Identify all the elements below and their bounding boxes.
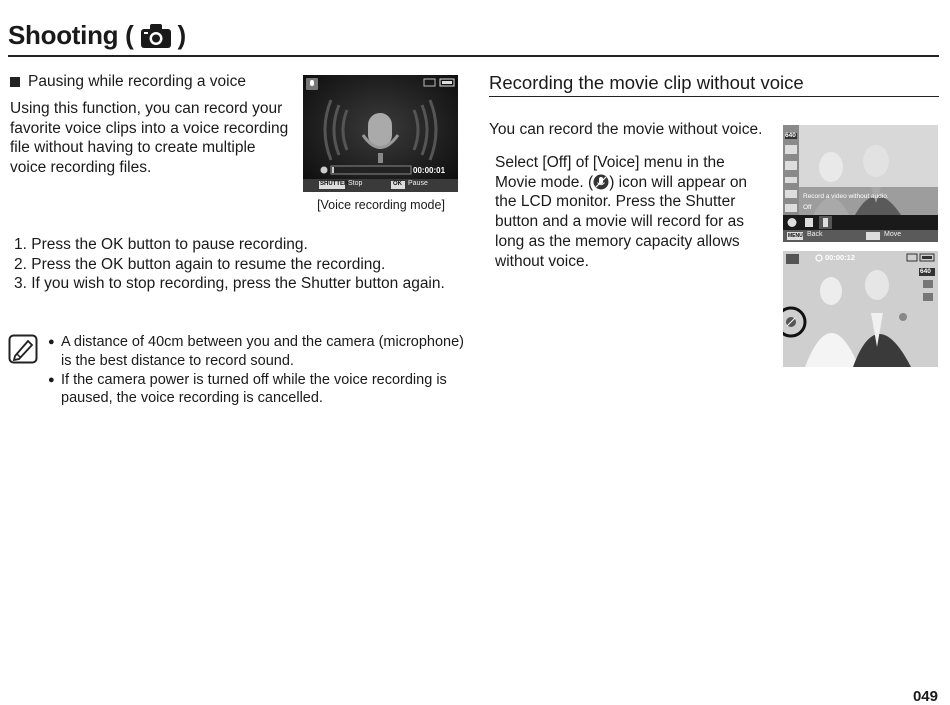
page-title-suffix: ) xyxy=(177,20,186,50)
move-label: Move xyxy=(884,231,902,238)
step-item: 3. If you wish to stop recording, press the Shutter button again. xyxy=(14,275,445,293)
note-item: ● A distance of 40cm between you and the camera (microphone) is the best distance to record sound. xyxy=(48,333,468,371)
notes-list xyxy=(48,333,468,408)
back-key-label: MENU xyxy=(788,233,803,239)
screen-caption: [Voice recording mode] xyxy=(317,198,445,212)
camera-icon xyxy=(140,23,172,49)
resolution-badge: 640 xyxy=(785,132,796,139)
page-title xyxy=(8,20,186,51)
instruction-after: ) icon will appear on the LCD monitor. Press the Shutter button and a movie will record for as long as the memory capacity allows without voice. xyxy=(495,173,748,270)
instruction-paragraph xyxy=(495,153,765,271)
note-item: ● If the camera power is turned off while the voice recording is paused, the voice recording is cancelled. xyxy=(48,371,468,409)
page-number: 049 xyxy=(912,688,938,705)
section-heading-pause-voice xyxy=(10,73,246,91)
step-item: 1. Press the OK button to pause recording. xyxy=(14,236,308,253)
page-title-prefix: Shooting ( xyxy=(8,20,134,50)
intro-paragraph: Using this function, you can record your favorite voice clips into a voice recording file without having to create multiple voice recording files. xyxy=(10,100,289,177)
intro-no-voice: You can record the movie without voice. xyxy=(489,121,763,138)
voice-recording-screen xyxy=(303,75,458,192)
section-heading-no-voice: Recording the movie clip without voice xyxy=(489,72,804,93)
section-heading-text: Pausing while recording a voice xyxy=(28,73,246,90)
recording-time: 00:00:01 xyxy=(413,166,446,175)
movie-menu-screen xyxy=(783,125,938,242)
pause-label: Pause xyxy=(408,180,428,187)
step-item: 2. Press the OK button again to resume the recording. xyxy=(14,255,386,273)
ok-key-label: OK xyxy=(393,181,402,187)
menu-value: Off xyxy=(803,204,812,211)
voice-off-icon xyxy=(593,174,609,190)
title-rule xyxy=(8,55,939,57)
back-label: Back xyxy=(807,231,823,238)
steps-list xyxy=(14,235,445,294)
shutter-key-label: SHUTTER xyxy=(320,181,349,187)
movie-live-screen xyxy=(783,251,938,367)
live-resolution-badge: 640 xyxy=(920,268,931,275)
menu-description: Record a video without audio. xyxy=(803,193,889,200)
square-bullet-icon xyxy=(10,77,20,87)
stop-label: Stop xyxy=(348,180,363,187)
instruction-before: Select [Off] of [Voice] menu in the Movie mode. ( xyxy=(495,154,725,191)
live-recording-time: 00:00:12 xyxy=(825,253,856,262)
section-rule xyxy=(489,96,939,97)
note-pencil-icon xyxy=(8,334,38,364)
